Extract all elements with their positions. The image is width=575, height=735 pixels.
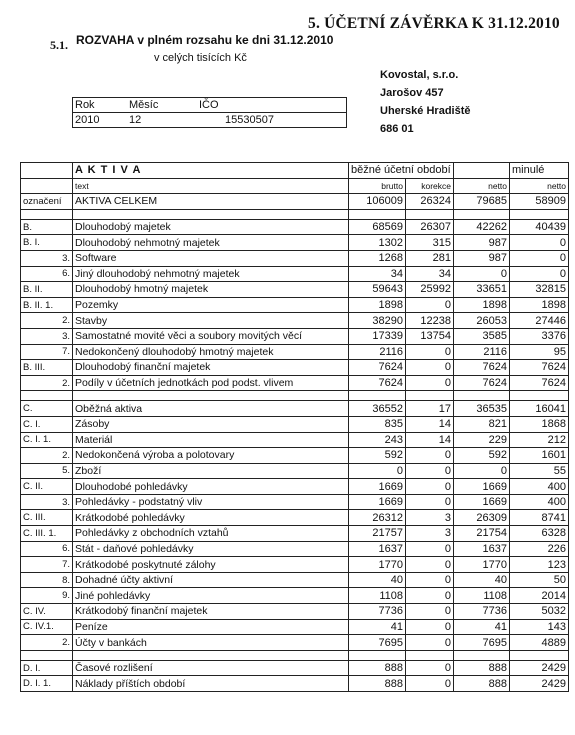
row-brutto: 34	[349, 266, 406, 282]
table-row	[21, 510, 569, 526]
balance-table	[20, 162, 569, 692]
row-brutto: 0	[349, 463, 406, 479]
row-brutto: 7624	[349, 360, 406, 376]
period-current: běžné účetní období	[349, 163, 454, 179]
row-code: 7.	[21, 344, 73, 360]
row-brutto: 592	[349, 448, 406, 464]
row-korekce: 0	[406, 360, 454, 376]
row-code: B. I.	[21, 235, 73, 251]
row-code: C. III. 1.	[21, 526, 73, 542]
row-brutto: 40	[349, 572, 406, 588]
row-netto: 888	[454, 660, 510, 676]
row-text: Podíly v účetních jednotkách pod podst. vlivem	[73, 375, 349, 391]
table-row	[21, 463, 569, 479]
table-row	[21, 541, 569, 557]
row-netto: 7624	[454, 375, 510, 391]
row-code: 2.	[21, 313, 73, 329]
row-code: C. IV.1.	[21, 619, 73, 635]
table-row	[21, 448, 569, 464]
row-text: Dohadné účty aktivní	[73, 572, 349, 588]
spacer-row	[21, 391, 569, 401]
row-netto: 40	[454, 572, 510, 588]
row-text: AKTIVA CELKEM	[73, 194, 349, 210]
row-text: Dlouhodobý majetek	[73, 219, 349, 235]
row-korekce: 0	[406, 297, 454, 313]
row-brutto: 26312	[349, 510, 406, 526]
table-row	[21, 194, 569, 210]
row-brutto: 38290	[349, 313, 406, 329]
row-text: Samostatné movité věci a soubory movitých věcí	[73, 328, 349, 344]
row-prev: 40439	[510, 219, 569, 235]
table-row	[21, 401, 569, 417]
row-brutto: 243	[349, 432, 406, 448]
row-brutto: 1669	[349, 494, 406, 510]
row-netto: 7624	[454, 360, 510, 376]
table-row	[21, 432, 569, 448]
spacer-cell	[510, 650, 569, 660]
row-korekce: 0	[406, 676, 454, 692]
row-code: B. III.	[21, 360, 73, 376]
row-brutto: 1669	[349, 479, 406, 495]
row-prev: 32815	[510, 282, 569, 298]
section-label: A K T I V A	[73, 163, 349, 179]
row-netto: 821	[454, 416, 510, 432]
spacer-cell	[510, 391, 569, 401]
row-korekce: 315	[406, 235, 454, 251]
row-netto: 42262	[454, 219, 510, 235]
col-brutto: brutto	[349, 178, 406, 194]
row-code: D. I.	[21, 660, 73, 676]
row-netto: 26309	[454, 510, 510, 526]
row-netto: 987	[454, 235, 510, 251]
header-blank-netto	[454, 163, 510, 179]
row-brutto: 2116	[349, 344, 406, 360]
spacer-cell	[406, 650, 454, 660]
id-header-ico: IČO	[197, 98, 347, 113]
row-korekce: 14	[406, 416, 454, 432]
row-text: Stát - daňové pohledávky	[73, 541, 349, 557]
id-value-month: 12	[127, 113, 197, 128]
row-text: Krátkodobý finanční majetek	[73, 604, 349, 620]
row-prev: 212	[510, 432, 569, 448]
row-netto: 3585	[454, 328, 510, 344]
table-row	[21, 219, 569, 235]
row-korekce: 3	[406, 526, 454, 542]
section-number: 5.1.	[50, 38, 68, 52]
row-text: Oběžná aktiva	[73, 401, 349, 417]
table-row	[21, 313, 569, 329]
row-korekce: 0	[406, 604, 454, 620]
row-prev: 400	[510, 479, 569, 495]
row-netto: 33651	[454, 282, 510, 298]
row-korekce: 0	[406, 448, 454, 464]
spacer-cell	[21, 209, 73, 219]
row-korekce: 0	[406, 494, 454, 510]
row-text: Účty v bankách	[73, 635, 349, 651]
row-netto: 1669	[454, 494, 510, 510]
row-brutto: 1302	[349, 235, 406, 251]
table-row	[21, 266, 569, 282]
row-text: Časové rozlišení	[73, 660, 349, 676]
id-table-values	[73, 113, 347, 128]
header-row-columns	[21, 178, 569, 194]
col-netto: netto	[454, 178, 510, 194]
row-prev: 16041	[510, 401, 569, 417]
row-text: Dlouhodobý nehmotný majetek	[73, 235, 349, 251]
table-row	[21, 375, 569, 391]
row-netto: 1770	[454, 557, 510, 573]
row-text: Dlouhodobý finanční majetek	[73, 360, 349, 376]
table-row	[21, 526, 569, 542]
id-value-ico: 15530507	[197, 113, 347, 128]
row-netto: 36535	[454, 401, 510, 417]
row-code: C. I. 1.	[21, 432, 73, 448]
row-brutto: 7695	[349, 635, 406, 651]
row-brutto: 41	[349, 619, 406, 635]
row-netto: 7695	[454, 635, 510, 651]
row-prev: 5032	[510, 604, 569, 620]
company-city: Uherské Hradiště	[380, 105, 471, 117]
row-korekce: 26307	[406, 219, 454, 235]
company-address	[380, 66, 471, 138]
row-code: 8.	[21, 572, 73, 588]
row-text: Pohledávky - podstatný vliv	[73, 494, 349, 510]
row-prev: 0	[510, 235, 569, 251]
row-netto: 229	[454, 432, 510, 448]
row-netto: 21754	[454, 526, 510, 542]
row-text: Pohledávky z obchodních vztahů	[73, 526, 349, 542]
id-header-year: Rok	[73, 98, 128, 113]
spacer-row	[21, 650, 569, 660]
row-text: Jiný dlouhodobý nehmotný majetek	[73, 266, 349, 282]
row-text: Stavby	[73, 313, 349, 329]
row-code: 2.	[21, 375, 73, 391]
row-korekce: 26324	[406, 194, 454, 210]
id-value-year: 2010	[73, 113, 128, 128]
row-prev: 400	[510, 494, 569, 510]
row-korekce: 0	[406, 557, 454, 573]
header-blank-code	[21, 178, 73, 194]
row-prev: 2429	[510, 660, 569, 676]
header-row-section	[21, 163, 569, 179]
row-brutto: 888	[349, 660, 406, 676]
row-code: C. IV.	[21, 604, 73, 620]
id-table	[72, 97, 347, 128]
id-table-header	[73, 98, 347, 113]
table-row	[21, 328, 569, 344]
spacer-cell	[21, 391, 73, 401]
table-row	[21, 282, 569, 298]
row-netto: 79685	[454, 194, 510, 210]
row-text: Jiné pohledávky	[73, 588, 349, 604]
units-note: v celých tisících Kč	[154, 52, 247, 64]
row-brutto: 835	[349, 416, 406, 432]
table-row	[21, 344, 569, 360]
row-netto: 1669	[454, 479, 510, 495]
row-netto: 1637	[454, 541, 510, 557]
row-brutto: 1268	[349, 250, 406, 266]
row-code: C.	[21, 401, 73, 417]
company-zip: 686 01	[380, 123, 414, 135]
spacer-row	[21, 209, 569, 219]
row-text: Software	[73, 250, 349, 266]
row-korekce: 0	[406, 588, 454, 604]
section-title: ROZVAHA v plném rozsahu ke dni 31.12.2010	[76, 33, 334, 47]
table-row	[21, 676, 569, 692]
row-brutto: 7736	[349, 604, 406, 620]
row-code: D. I. 1.	[21, 676, 73, 692]
row-netto: 2116	[454, 344, 510, 360]
chapter-title: 5. ÚČETNÍ ZÁVĚRKA K 31.12.2010	[308, 15, 560, 32]
row-korekce: 14	[406, 432, 454, 448]
row-text: Zásoby	[73, 416, 349, 432]
row-netto: 7736	[454, 604, 510, 620]
row-korekce: 13754	[406, 328, 454, 344]
row-brutto: 888	[349, 676, 406, 692]
row-netto: 41	[454, 619, 510, 635]
row-text: Zboží	[73, 463, 349, 479]
row-korekce: 0	[406, 463, 454, 479]
spacer-cell	[454, 209, 510, 219]
row-brutto: 59643	[349, 282, 406, 298]
row-brutto: 1770	[349, 557, 406, 573]
row-netto: 1108	[454, 588, 510, 604]
row-prev: 0	[510, 266, 569, 282]
row-code: označení	[21, 194, 73, 210]
row-korekce: 25992	[406, 282, 454, 298]
row-brutto: 1108	[349, 588, 406, 604]
row-prev: 55	[510, 463, 569, 479]
row-netto: 987	[454, 250, 510, 266]
spacer-cell	[454, 391, 510, 401]
row-prev: 4889	[510, 635, 569, 651]
company-name: Kovostal, s.r.o.	[380, 69, 459, 81]
row-korekce: 17	[406, 401, 454, 417]
row-korekce: 0	[406, 635, 454, 651]
table-row	[21, 660, 569, 676]
row-text: Dlouhodobý hmotný majetek	[73, 282, 349, 298]
spacer-cell	[406, 209, 454, 219]
col-korekce: korekce	[406, 178, 454, 194]
company-street: Jarošov 457	[380, 87, 444, 99]
row-text: Pozemky	[73, 297, 349, 313]
row-brutto: 1637	[349, 541, 406, 557]
spacer-cell	[73, 391, 349, 401]
row-code: B. II.	[21, 282, 73, 298]
row-text: Materiál	[73, 432, 349, 448]
row-netto: 592	[454, 448, 510, 464]
row-code: 3.	[21, 328, 73, 344]
row-brutto: 68569	[349, 219, 406, 235]
row-code: 2.	[21, 448, 73, 464]
table-row	[21, 250, 569, 266]
row-brutto: 106009	[349, 194, 406, 210]
row-korekce: 0	[406, 375, 454, 391]
row-code: C. II.	[21, 479, 73, 495]
row-prev: 27446	[510, 313, 569, 329]
row-prev: 123	[510, 557, 569, 573]
col-text: text	[73, 178, 349, 194]
row-text: Krátkodobé poskytnuté zálohy	[73, 557, 349, 573]
row-code: 3.	[21, 494, 73, 510]
row-prev: 7624	[510, 360, 569, 376]
row-korekce: 0	[406, 541, 454, 557]
row-prev: 226	[510, 541, 569, 557]
row-korekce: 0	[406, 344, 454, 360]
row-brutto: 36552	[349, 401, 406, 417]
row-netto: 0	[454, 266, 510, 282]
spacer-cell	[21, 650, 73, 660]
row-prev: 0	[510, 250, 569, 266]
row-prev: 143	[510, 619, 569, 635]
header-blank	[21, 163, 73, 179]
row-code: 2.	[21, 635, 73, 651]
row-korekce: 34	[406, 266, 454, 282]
table-row	[21, 297, 569, 313]
table-row	[21, 235, 569, 251]
row-code: B.	[21, 219, 73, 235]
row-text: Nedokončený dlouhodobý hmotný majetek	[73, 344, 349, 360]
table-row	[21, 479, 569, 495]
row-prev: 7624	[510, 375, 569, 391]
row-brutto: 7624	[349, 375, 406, 391]
spacer-cell	[454, 650, 510, 660]
row-prev: 2014	[510, 588, 569, 604]
id-header-month: Měsíc	[127, 98, 197, 113]
row-text: Krátkodobé pohledávky	[73, 510, 349, 526]
table-row	[21, 604, 569, 620]
row-prev: 50	[510, 572, 569, 588]
row-text: Náklady příštích období	[73, 676, 349, 692]
table-row	[21, 494, 569, 510]
row-netto: 1898	[454, 297, 510, 313]
row-code: B. II. 1.	[21, 297, 73, 313]
row-prev: 3376	[510, 328, 569, 344]
table-row	[21, 572, 569, 588]
spacer-cell	[73, 650, 349, 660]
row-netto: 26053	[454, 313, 510, 329]
row-prev: 1868	[510, 416, 569, 432]
row-prev: 1601	[510, 448, 569, 464]
row-korekce: 3	[406, 510, 454, 526]
spacer-cell	[349, 391, 406, 401]
row-code: 3.	[21, 250, 73, 266]
spacer-cell	[73, 209, 349, 219]
table-row	[21, 360, 569, 376]
row-code: C. III.	[21, 510, 73, 526]
row-code: 6.	[21, 541, 73, 557]
row-code: 7.	[21, 557, 73, 573]
row-prev: 95	[510, 344, 569, 360]
row-korekce: 12238	[406, 313, 454, 329]
row-code: 9.	[21, 588, 73, 604]
row-brutto: 21757	[349, 526, 406, 542]
row-text: Peníze	[73, 619, 349, 635]
row-korekce: 281	[406, 250, 454, 266]
row-korekce: 0	[406, 572, 454, 588]
row-korekce: 0	[406, 619, 454, 635]
period-previous: minulé	[510, 163, 569, 179]
row-brutto: 17339	[349, 328, 406, 344]
row-brutto: 1898	[349, 297, 406, 313]
table-row	[21, 557, 569, 573]
row-prev: 58909	[510, 194, 569, 210]
row-korekce: 0	[406, 660, 454, 676]
row-netto: 888	[454, 676, 510, 692]
spacer-cell	[349, 209, 406, 219]
row-code: 6.	[21, 266, 73, 282]
table-row	[21, 635, 569, 651]
spacer-cell	[406, 391, 454, 401]
row-text: Dlouhodobé pohledávky	[73, 479, 349, 495]
spacer-cell	[510, 209, 569, 219]
spacer-cell	[349, 650, 406, 660]
col-netto-prev: netto	[510, 178, 569, 194]
row-code: C. I.	[21, 416, 73, 432]
table-row	[21, 416, 569, 432]
row-code: 5.	[21, 463, 73, 479]
row-prev: 6328	[510, 526, 569, 542]
row-prev: 8741	[510, 510, 569, 526]
row-prev: 2429	[510, 676, 569, 692]
table-row	[21, 619, 569, 635]
row-korekce: 0	[406, 479, 454, 495]
table-row	[21, 588, 569, 604]
row-netto: 0	[454, 463, 510, 479]
row-text: Nedokončená výroba a polotovary	[73, 448, 349, 464]
row-prev: 1898	[510, 297, 569, 313]
